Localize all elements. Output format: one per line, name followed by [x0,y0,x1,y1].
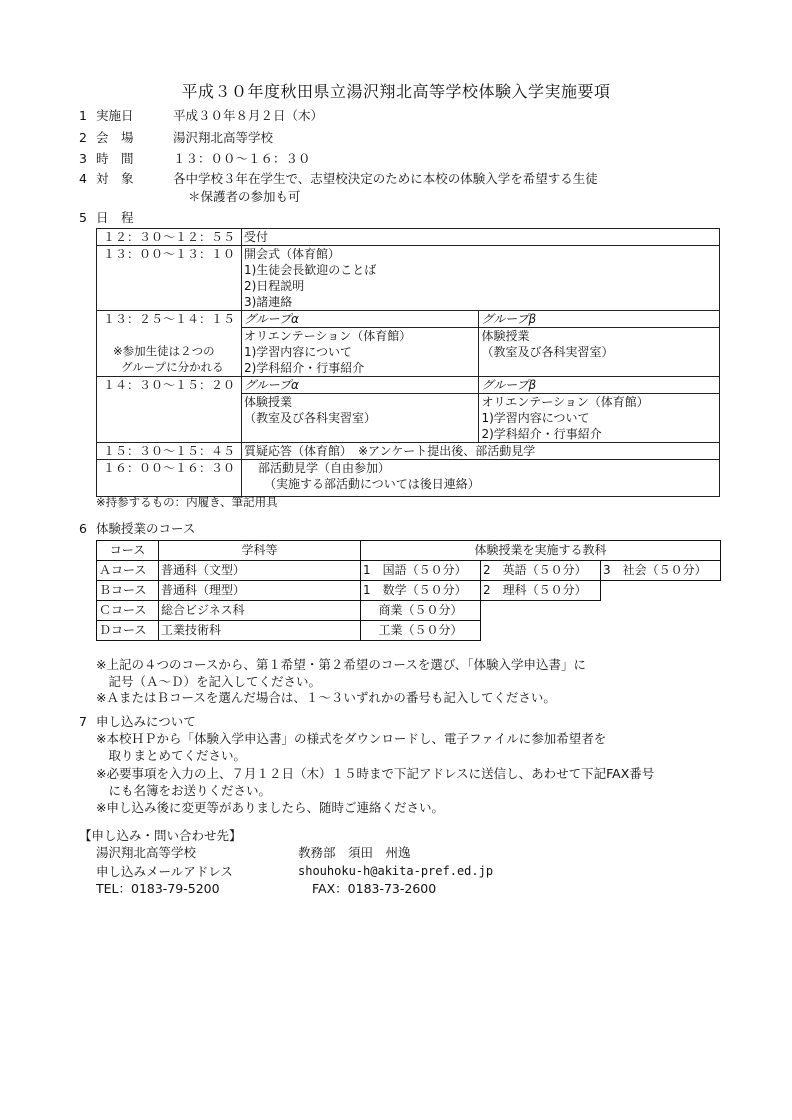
activity-cell: 質疑応答（体育館） ※アンケート提出後、部活動見学 [241,443,719,460]
contact-school: 湯沢翔北高等学校 [96,845,197,860]
table-row [97,377,720,394]
time-cell: １３：００～１３：１０ [97,246,242,311]
group-note: ※参加生徒は２つの [113,344,215,358]
group-beta-header: グループβ [479,377,720,394]
dept-cell: 工業技術科 [159,621,361,641]
activity-line: 部活動見学（自由参加） [257,461,390,475]
dept-cell: 普通科（文型） [159,561,361,581]
contact-email-label: 申し込みメールアドレス [96,864,233,879]
section-number: 6 [79,521,87,536]
table-row [97,229,720,246]
activity-line: （実施する部活動については後日連絡） [263,477,480,491]
activity-line: 1)生徒会長歓迎のことば [243,263,377,277]
time-text: １３：２５～１４：１５ [102,312,235,326]
subject-cell: 1 国語（５０分） [361,561,481,581]
activity-line: オリエンテーション（体育館） [243,329,412,343]
contact-fax: FAX：0183-73-2600 [312,881,437,896]
activity-line: 体験授業 [481,329,530,343]
schedule-table [96,228,720,497]
table-header-row [97,541,721,561]
activity-line: 1)学習内容について [481,411,590,425]
item-label: 会 場 [96,130,134,145]
course-note: ※ＡまたはＢコースを選んだ場合は、１～３いずれかの番号も記入してください。 [96,690,556,705]
section-heading: 体験授業のコース [96,521,196,536]
group-alpha-header: グループα [241,311,479,328]
time-cell [97,311,242,377]
time-cell: １２：３０～１２：５５ [97,229,242,246]
time-cell: １５：３０～１５：４５ [97,443,242,460]
course-cell: Ａコース [97,561,159,581]
application-line: 取りまとめてください。 [96,748,247,763]
item-value: 平成３０年８月２日（木） [173,108,324,123]
table-row [97,246,720,311]
application-line: ※本校ＨＰから「体験入学申込書」の様式をダウンロードし、電子ファイルに参加希望者を [96,731,607,746]
table-row [97,621,721,641]
subject-cell: 3 社会（５０分） [601,561,721,581]
table-row [97,561,721,581]
column-header: 学科等 [159,541,361,561]
course-cell: Ｃコース [97,601,159,621]
application-line: にも名簿をお送りください。 [96,783,272,798]
table-row [97,581,721,601]
contact-staff: 教務部 須田 州逸 [298,845,411,860]
subject-cell: 商業（５０分） [361,601,481,621]
schedule-footnote: ※持参するもの：内履き、筆記用具 [96,495,278,509]
group-note: グループに分かれる [121,360,224,374]
activity-line: 開会式（体育館） [243,247,340,261]
time-cell: １６：００～１６：３０ [97,460,242,497]
activity-cell [241,246,719,311]
activity-line: 体験授業 [243,395,292,409]
group-beta-activity [479,328,720,377]
group-beta-activity [479,394,720,443]
section-heading: 日 程 [96,210,134,225]
course-note: 記号（Ａ～Ｄ）を記入してください。 [96,674,322,689]
section-number: 5 [79,210,87,225]
subject-cell: 2 英語（５０分） [481,561,601,581]
item-value: 各中学校３年在学生で、志望校決定のために本校の体験入学を希望する生徒 [173,171,598,186]
table-row [97,443,720,460]
activity-line: オリエンテーション（体育館） [481,395,649,409]
subject-cell: 2 理科（５０分） [481,581,601,601]
item-label: 時 間 [96,151,134,166]
group-alpha-activity [241,394,479,443]
course-cell: Ｄコース [97,621,159,641]
activity-line: 2)学科紹介・行事紹介 [481,427,602,441]
dept-cell: 普通科（理型） [159,581,361,601]
item-number: 2 [79,130,87,145]
course-table [96,540,721,641]
course-cell: Ｂコース [97,581,159,601]
application-line: ※必要事項を入力の上、７月１２日（木）１５時まで下記アドレスに送信し、あわせて下記FAX番号 [96,766,655,781]
item-label: 実施日 [96,108,134,123]
table-row [97,601,721,621]
contact-heading: 【申し込み・問い合わせ先】 [79,828,242,843]
item-number: 4 [79,171,87,186]
item-number: 1 [79,108,87,123]
item-label: 対 象 [96,171,134,186]
item-note: ＊保護者の参加も可 [188,189,301,204]
item-number: 3 [79,151,87,166]
table-row [97,460,720,497]
application-line: ※申し込み後に変更等がありましたら、随時ご連絡ください。 [96,800,444,815]
activity-cell [241,460,719,497]
group-alpha-activity [241,328,479,377]
table-row [97,311,720,328]
column-header: コース [97,541,159,561]
course-note: ※上記の４つのコースから、第１希望・第２希望のコースを選び、「体験入学申込書」に [96,657,586,672]
contact-email[interactable]: shouhoku-h@akita-pref.ed.jp [298,864,494,878]
activity-line: 3)諸連絡 [243,295,293,309]
group-alpha-header: グループα [241,377,479,394]
activity-cell: 受付 [241,229,719,246]
contact-tel: TEL：0183-79-5200 [96,881,220,896]
item-value: １３：００～１６：３０ [173,151,311,166]
section-number: 7 [79,714,87,729]
time-cell: １４：３０～１５：２０ [97,377,242,443]
activity-line: （教室及び各科実習室） [243,411,376,425]
group-beta-header: グループβ [479,311,720,328]
page-title: 平成３０年度秋田県立湯沢翔北高等学校体験入学実施要項 [181,82,611,101]
column-header: 体験授業を実施する教科 [361,541,721,561]
item-value: 湯沢翔北高等学校 [173,130,274,145]
activity-line: 2)日程説明 [243,279,305,293]
activity-line: 2)学科紹介・行事紹介 [243,361,365,375]
subject-cell: 工業（５０分） [361,621,481,641]
activity-line: （教室及び各科実習室） [481,345,614,359]
subject-cell: 1 数学（５０分） [361,581,481,601]
activity-line: 1)学習内容について [243,345,353,359]
section-heading: 申し込みについて [96,714,196,729]
dept-cell: 総合ビジネス科 [159,601,361,621]
